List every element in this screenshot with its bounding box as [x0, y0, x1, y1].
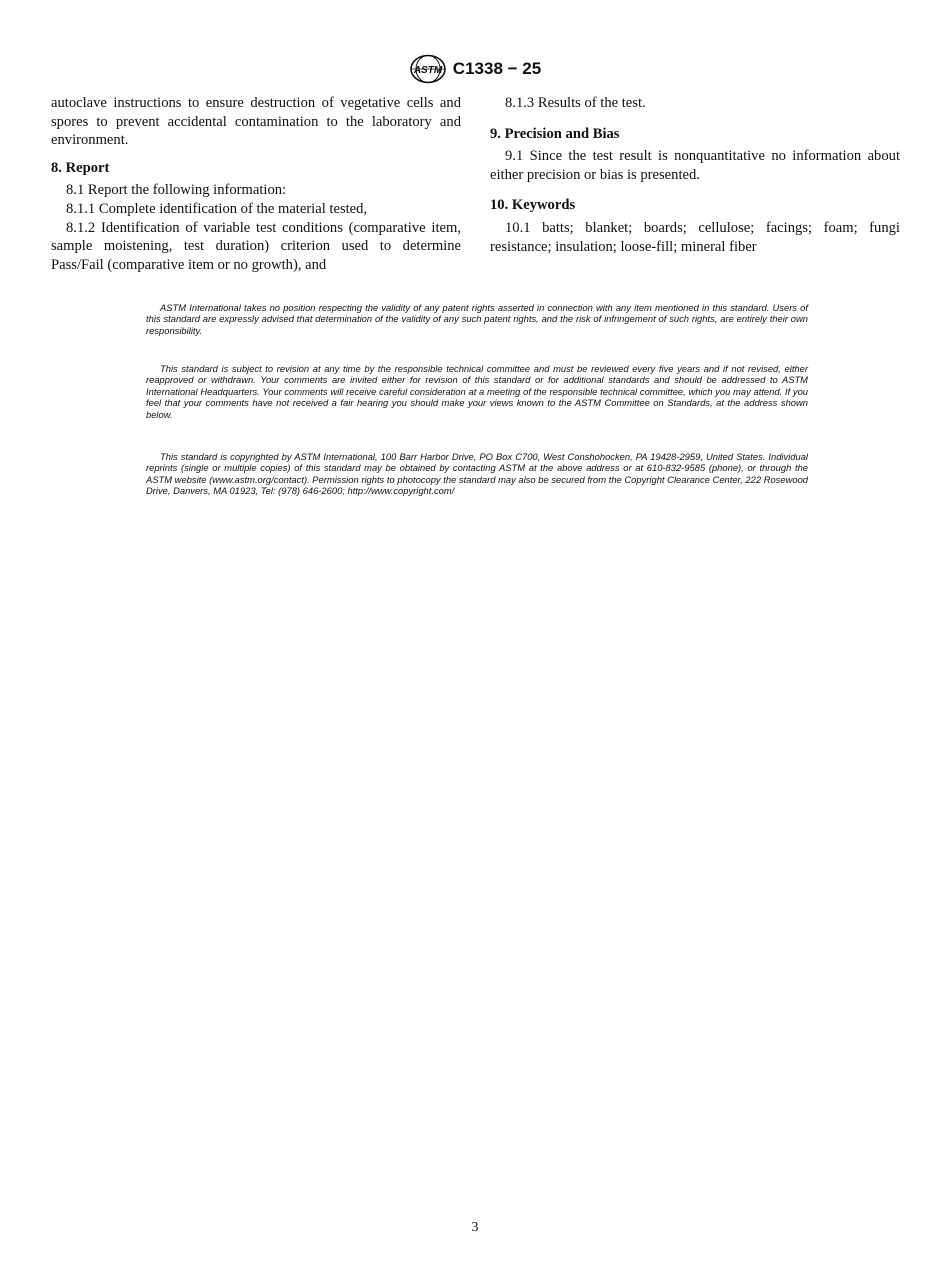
- section-9-heading: 9. Precision and Bias: [490, 125, 620, 142]
- paragraph-9-1: 9.1 Since the test result is nonquantitative no information about either precision or bias is presented.: [490, 148, 900, 183]
- paragraph-8-1-2: 8.1.2 Identification of variable test conditions (comparative item, sample moistening, test duration) criterion used to determine Pass/Fail (comparative item or no growth), and: [51, 219, 461, 273]
- astm-logo-icon: [409, 54, 447, 84]
- page-number: 3: [471, 1220, 479, 1235]
- patent-notice-text: ASTM International takes no position respecting the validity of any patent rights asserted in connection with any item mentioned in this standard. Users of this standard are expressly advised that determination of the validity of any such patent rights, and the risk of infringement of such rights, are entirely their own responsibility.: [146, 302, 808, 336]
- standard-designation: C1338 − 25: [452, 59, 542, 78]
- section-8-heading: 8. Report: [51, 159, 110, 176]
- logo-lettering: ASTM: [413, 65, 442, 76]
- section-10-heading: 10. Keywords: [490, 197, 576, 214]
- paragraph-8-1: 8.1 Report the following information:: [66, 182, 287, 199]
- patent-notice: [146, 302, 808, 336]
- left-column: [51, 94, 461, 274]
- page-header: [0, 54, 950, 84]
- paragraph-10-1: 10.1 batts; blanket; boards; cellulose; facings; foam; fungi resistance; insulation; loose-fill; mineral fiber: [490, 219, 900, 255]
- right-column: [490, 94, 900, 256]
- revision-notice-text: This standard is subject to revision at any time by the responsible technical committee and must be reviewed every five years and if not revised, either reapproved or withdrawn. Your comments are invited either for revision of this standard or for additional standards and should be addressed to ASTM International Headquarters. Your comments will receive careful consideration at a meeting of the responsible technical committee, which you may attend. If you feel that your comments have not received a fair hearing you should make your views known to the ASTM Committee on Standards, at the address shown below.: [146, 363, 808, 420]
- revision-notice: [146, 363, 808, 420]
- copyright-notice: [146, 451, 808, 497]
- paragraph-8-1-1: 8.1.1 Complete identification of the material tested,: [66, 200, 368, 217]
- copyright-notice-text: This standard is copyrighted by ASTM International, 100 Barr Harbor Drive, PO Box C700, West Conshohocken, PA 19428-2959, United States. Individual reprints (single or multiple copies) of this standard may be obtained by contacting ASTM at the above address or at 610-832-9585 (phone), or through the ASTM website (www.astm.org/contact). Permission rights to photocopy the standard may also be secured from the Copyright Clearance Center, 222 Rosewood Drive, Danvers, MA 01923, Tel: (978) 646-2600; http://www.copyright.com/: [146, 451, 808, 497]
- continuation-paragraph: autoclave instructions to ensure destruction of vegetative cells and spores to prevent accidental contamination to the laboratory and environment.: [51, 95, 461, 149]
- paragraph-8-1-3: 8.1.3 Results of the test.: [505, 95, 646, 111]
